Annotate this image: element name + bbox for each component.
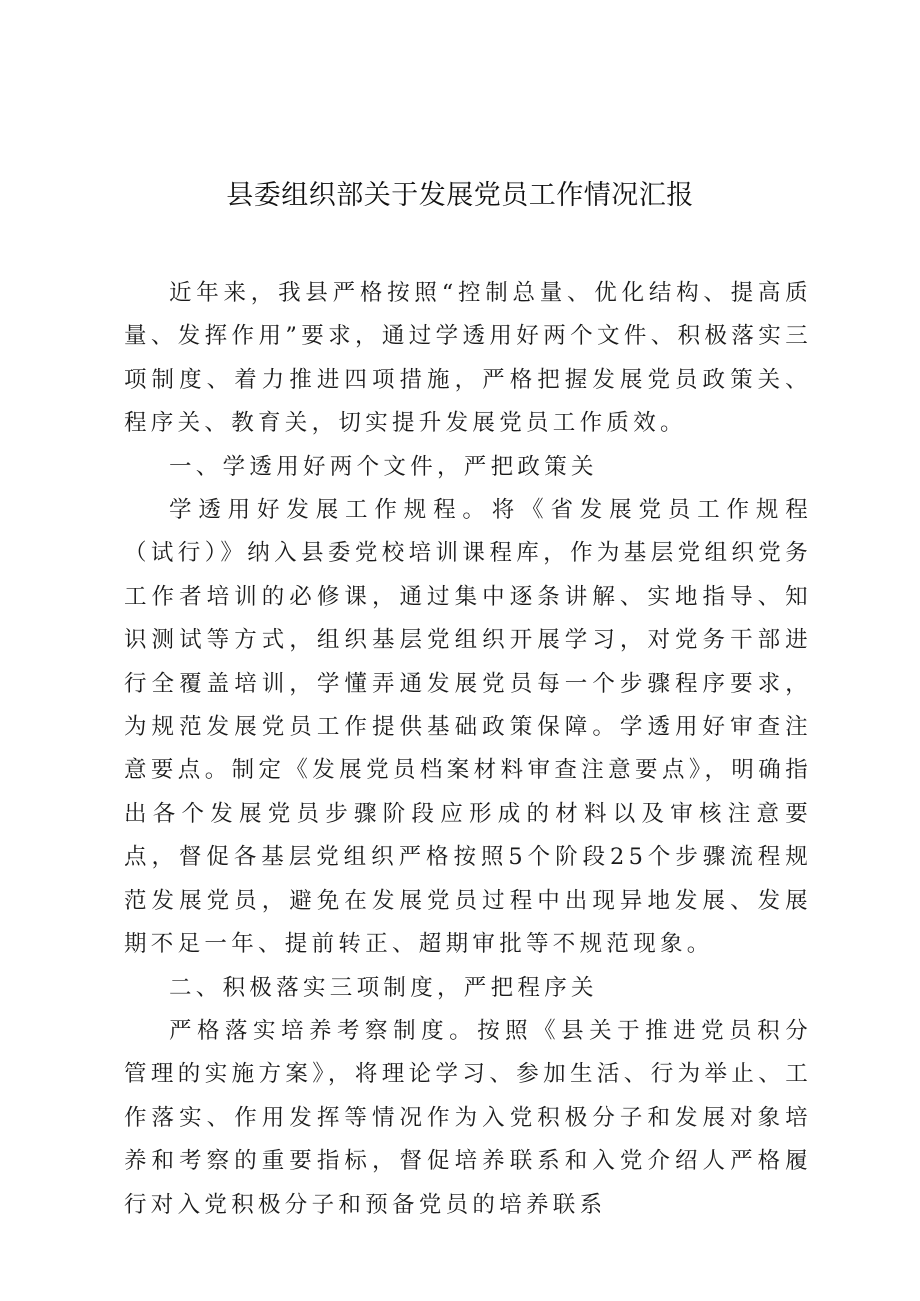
document-title: 县委组织部关于发展党员工作情况汇报: [226, 180, 694, 211]
section-heading-1: 一、学透用好两个文件，严把政策关: [169, 453, 598, 480]
section-1-paragraph: 学透用好发展工作规程。将《省发展党员工作规程（试行）》纳入县委党校培训课程库，作为基层党组织党务工作者培训的必修课，通过集中逐条讲解、实地指导、知识测试等方式，组织基层党组织开展学习，对党务干部进行全覆盖培训，学懂弄通发展党员每一个步骤程序要求，为规范发展党员工作提供基础政策保障。学透用好审查注意要点。制定《发展党员档案材料审查注意要点》，明确指出各个发展党员步骤阶段应形成的材料以及审核注意要点，督促各基层党组织严格按照5个阶段25个步骤流程规范发展党员，避免在发展党员过程中出现异地发展、发展期不足一年、提前转正、超期审批等不规范现象。: [124, 497, 812, 958]
document-body: [124, 272, 812, 1227]
intro-paragraph: 近年来，我县严格按照“控制总量、优化结构、提高质量、发挥作用”要求，通过学透用好两个文件、积极落实三项制度、着力推进四项措施，严格把握发展党员政策关、程序关、教育关，切实提升发展党员工作质效。: [124, 280, 812, 437]
section-2-paragraph: 严格落实培养考察制度。按照《县关于推进党员积分管理的实施方案》，将理论学习、参加生活、行为举止、工作落实、作用发挥等情况作为入党积极分子和发展对象培养和考察的重要指标，督促培养联系和入党介绍人严格履行对入党积极分子和预备党员的培养联系: [124, 1017, 812, 1218]
section-heading-2: 二、积极落实三项制度，严把程序关: [169, 974, 598, 1001]
